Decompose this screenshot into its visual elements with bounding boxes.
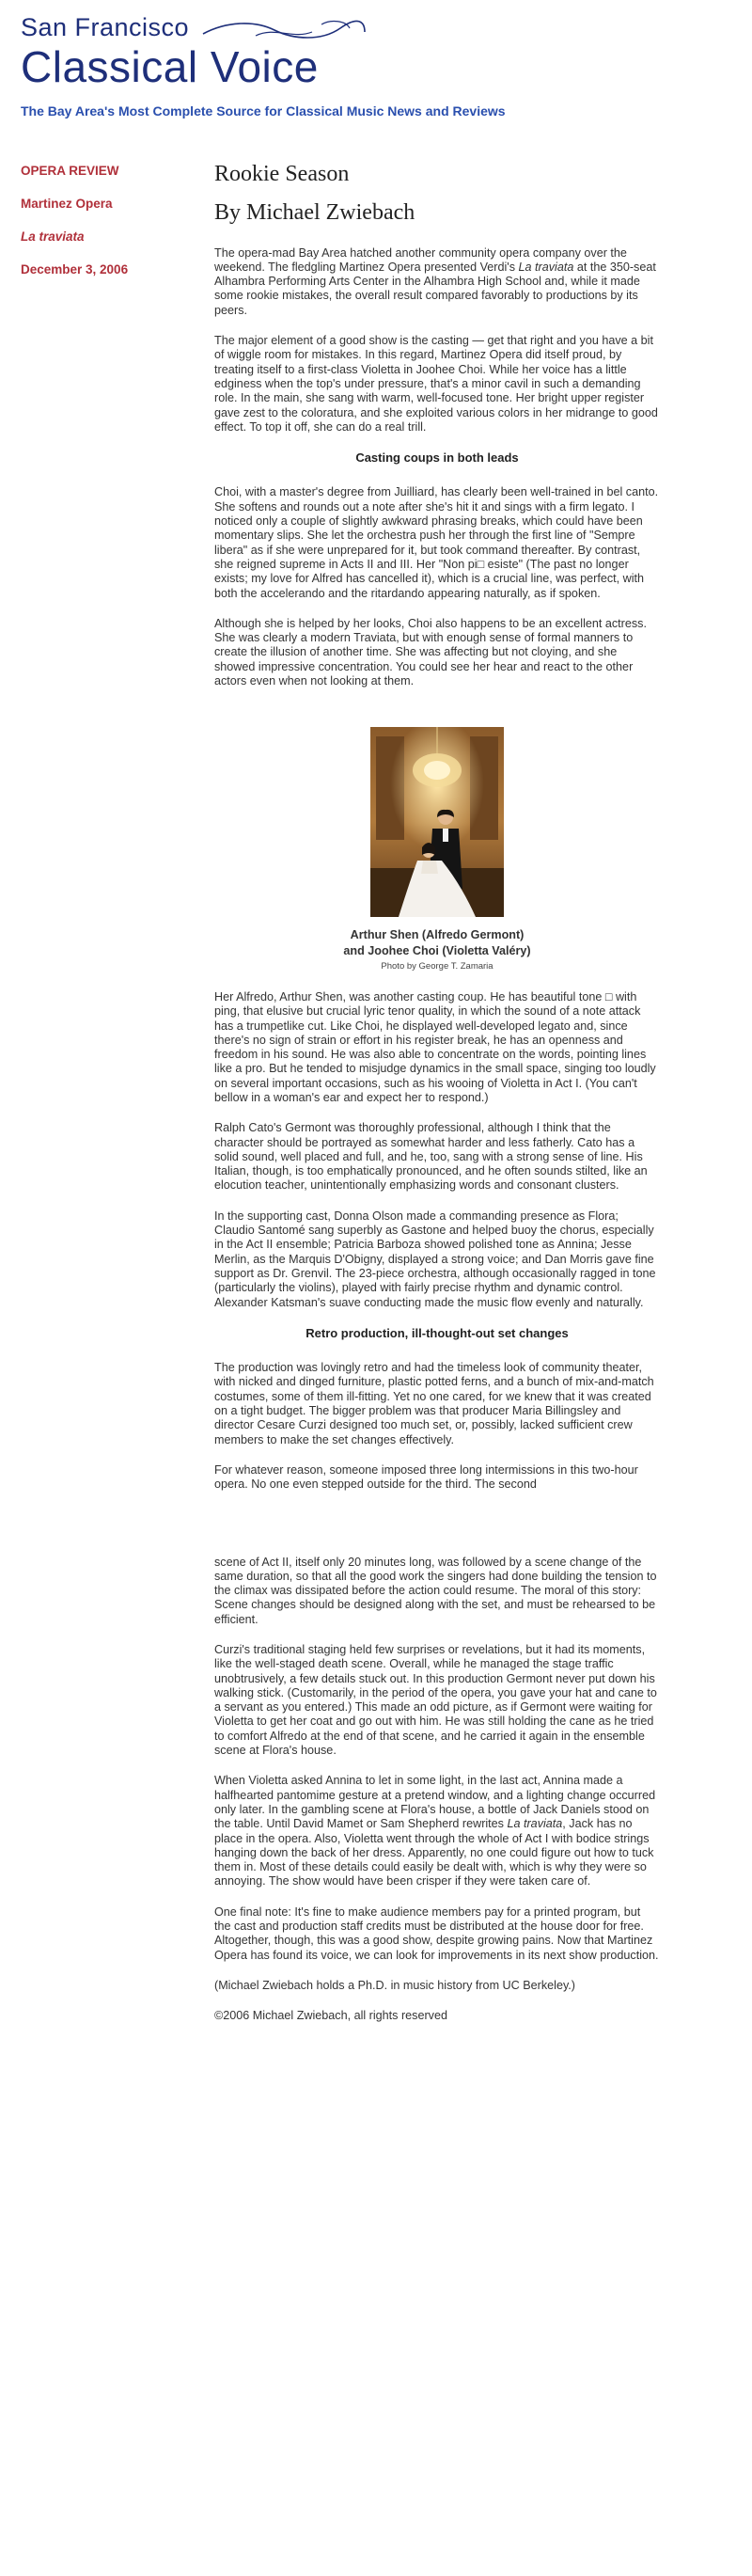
- page-break-gap: [214, 1509, 660, 1556]
- masthead-line2: Classical Voice: [21, 42, 319, 91]
- paragraph-13: One final note: It's fine to make audience members pay for a printed program, but the cast and production staff credits must be distributed at the house door for free. Altogether, though, this was a good show, despite growing pains. Now that Martinez Opera has found its voice, we can look for improvements in its next show production.: [214, 1904, 659, 1962]
- opera-title-emphasis: La traviata: [507, 1817, 563, 1831]
- paragraph-7: In the supporting cast, Donna Olson made a commanding presence as Flora; Claudio Santomé sang superbly as Gastone and helped buoy the chorus, especially in the Act II ensemble; Patricia Barboza showed polished tone as Annina; Jesse Merlin, as the Marquis D'Obigny, displayed a strong voice; and Dan Morris gave fine support as Dr. Grenvil. The 23-piece orchestra, although occasionally ragged in tone (particularly the violins), played with fairly precise rhythm and dynamic control. Alexander Katsman's suave conducting made the music flow evenly and naturally.: [214, 1209, 656, 1309]
- production-photo: [370, 727, 504, 917]
- paragraph-9: For whatever reason, someone imposed three long intermissions in this two-hour opera. No one even stepped outside for the third. The second: [214, 1462, 638, 1492]
- photo-caption: [214, 927, 660, 959]
- paragraph-11: Curzi's traditional staging held few surprises or revelations, but it had its moments, like the well-staged death scene. Overall, while he managed the stage traffic unobtrusively, a few details stuck out. In this production Germont never put down his walking stick. (Customarily, in the period of the opera, you gave your hat and cane to a servant as you entered.) This made an odd picture, as if Germont were waiting for Violetta to get her coat and go out with him. He was still holding the cane as he tried to comfort Alfredo at the end of that scene, and he carried it again in the ensemble scene at Flora's house.: [214, 1643, 657, 1758]
- paragraph-6: Ralph Cato's Germont was thoroughly professional, although I think that the character should be portrayed as somewhat harder and less fatherly. Cato has a solid sound, well placed and full, and he, too, sang with a strong sense of line. His Italian, though, is too emphatically pronounced, and he often sounds stilted, like an elocution teacher, unintentionally emphasizing words and consonant clusters.: [214, 1121, 648, 1193]
- photo-caption-line2: and Joohee Choi (Violetta Valéry): [343, 943, 531, 957]
- paragraph-1: The opera-mad Bay Area hatched another community opera company over the weekend. The fledgling Martinez Opera presented Verdi's La traviata at the 350-seat Alhambra Performing Arts Center in the Alhambra High School and, while it made some rookie mistakes, the overall result compared favorably to productions by its peers.: [214, 245, 656, 317]
- article-title: Rookie Season: [214, 162, 350, 186]
- copyright-notice: ©2006 Michael Zwiebach, all rights reserved: [214, 2009, 447, 2023]
- masthead-swirl-ornament-icon: [199, 19, 368, 43]
- paragraph-4: Although she is helped by her looks, Choi also happens to be an excellent actress. She was clearly a modern Traviata, but with enough sense of formal manners to create the illusion of another time. She was affecting but not cloying, and she showed impressive concentration. You could see her hear and react to the other actors even when not looking at them.: [214, 616, 647, 688]
- section-label: OPERA REVIEW: [21, 164, 119, 178]
- masthead: [21, 13, 735, 117]
- subhead-production: Retro production, ill-thought-out set changes: [306, 1325, 569, 1340]
- work-label: La traviata: [21, 229, 85, 244]
- paragraph-5: Her Alfredo, Arthur Shen, was another casting coup. He has beautiful tone □ with ping, that elusive but crucial lyric tenor quality, in which the sound of a note attack has a trumpetlike cut. Like Choi, he displayed well-developed legato and, since there's no sign of strain or effort in his register break, he has an openness and freedom in his sound. He was also able to concentrate on the words, pointing lines like a pro. But he tended to misjudge dynamics in the small space, singing too loudly on several important occasions, such as his wooing of Violetta in Act I. (You can't bellow in a woman's ear and expect her to respond.): [214, 989, 656, 1104]
- paragraph-3: Choi, with a master's degree from Juilliard, has clearly been well-trained in bel canto. She softens and rounds out a note after she's hit it and sings with a firm legato. I noticed only a couple of slightly awkward phrasing breaks, which could have been momentary slips. She let the orchestra push her through the first line of "Sempre libera" as if she were unprepared for it, but took command thereafter. By contrast, she reigned supreme in Acts II and III. Her "Non pi□ esiste" (The past no longer exists; my love for Alfred has cancelled it), which is a crucial line, was perfect, with both the accelerando and the ritardando appearing naturally, as if spoken.: [214, 485, 659, 600]
- article: [214, 162, 660, 2040]
- article-byline: By Michael Zwiebach: [214, 200, 415, 226]
- photo-credit: Photo by George T. Zamaria: [381, 960, 494, 972]
- author-bio: (Michael Zwiebach holds a Ph.D. in music history from UC Berkeley.): [214, 1978, 575, 1992]
- paragraph-12: When Violetta asked Annina to let in some light, in the last act, Annina made a halfhearted pantomime gesture at a pretend window, and a lighting change occurred only later. In the gambling scene at Flora's house, a bottle of Jack Daniels stood on the table. Until David Mamet or Sam Shepherd rewrites La traviata, Jack has no place in the opera. Also, Violetta went through the whole of Act I with bodice strings hanging down the back of her dress. Apparently, no one could figure out how to tuck them in. Most of these details could easily be dealt with, which is why they were so annoying. The show would have been crisper if they were taken care of.: [214, 1774, 656, 1889]
- subhead-casting: Casting coups in both leads: [355, 450, 519, 466]
- masthead-tagline: The Bay Area's Most Complete Source for Classical Music News and Reviews: [21, 103, 506, 119]
- paragraph-8: The production was lovingly retro and had the timeless look of community theater, with nicked and dinged furniture, plastic potted ferns, and a bunch of mix-and-match costumes, some of them ill-fitting. Yet no one cared, for we knew that it was created on a tight budget. The bigger problem was that producer Maria Billingsley and director Cesare Curzi designed too much set, or, possibly, lacked sufficient crew members to make the set changes effectively.: [214, 1361, 654, 1446]
- paragraph-2: The major element of a good show is the casting — get that right and you have a bit of wiggle room for mistakes. In this regard, Martinez Opera did itself proud, by treating itself to a first-class Violetta in Joohee Choi. While her voice has a little edginess when the top's under pressure, that's a minor cavil in such a demanding role. In the main, she sang with warm, well-focused tone. Her bright upper register gave zest to the coloratura, and she exploited various colors in her midrange to good effect. To top it off, she can do a real trill.: [214, 334, 658, 434]
- photo-caption-line1: Arthur Shen (Alfredo Germont): [350, 927, 525, 941]
- company-label: Martinez Opera: [21, 197, 113, 211]
- date-label: December 3, 2006: [21, 262, 129, 277]
- photo-figure: [214, 727, 660, 973]
- opera-title-emphasis: La traviata: [518, 260, 574, 274]
- masthead-line1: San Francisco: [21, 13, 190, 41]
- paragraph-10: scene of Act II, itself only 20 minutes long, was followed by a scene change of the same duration, so that all the good work the singers had done building the tension to the climax was dissipated before the action could resume. The moral of this story: Scene changes should be designed along with the set, and must be rehearsed to be efficient.: [214, 1555, 657, 1626]
- review-sidebar: [21, 164, 180, 295]
